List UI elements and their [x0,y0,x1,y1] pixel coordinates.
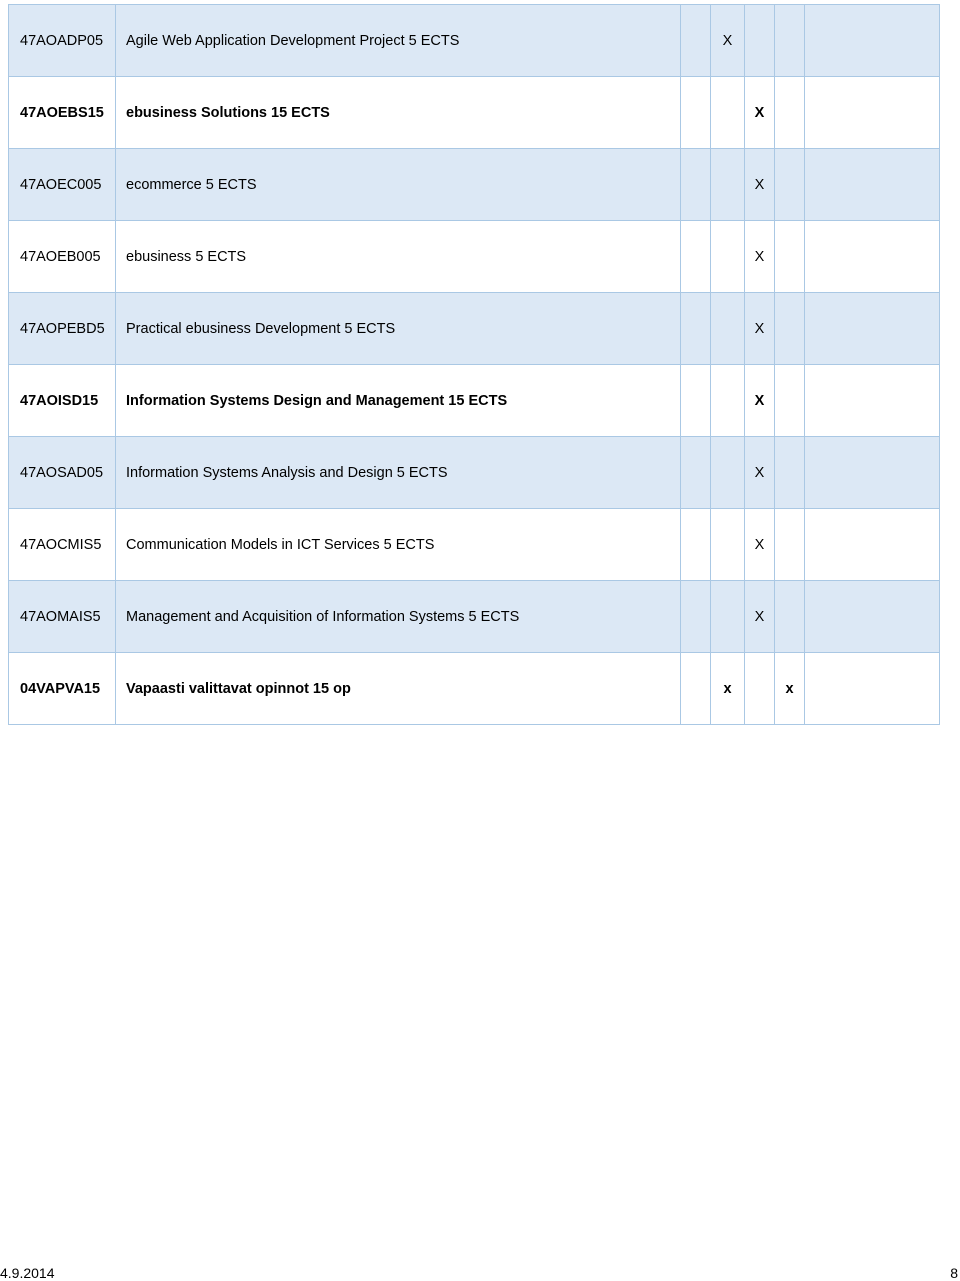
mark-cell: X [711,5,745,77]
course-code: 47AOEC005 [9,149,116,221]
course-code: 47AOEBS15 [9,77,116,149]
course-name: Vapaasti valittavat opinnot 15 op [116,653,681,725]
table-row [9,221,940,293]
course-code: 47AOPEBD5 [9,293,116,365]
course-name: Practical ebusiness Development 5 ECTS [116,293,681,365]
mark-cell [711,149,745,221]
mark-cell [711,293,745,365]
mark-cell [775,293,805,365]
mark-cell [681,221,711,293]
course-code: 04VAPVA15 [9,653,116,725]
footer-date: 4.9.2014 [0,1265,55,1281]
page-number: 8 [950,1265,958,1281]
mark-cell [775,509,805,581]
course-name: Information Systems Design and Management 15 ECTS [116,365,681,437]
mark-cell [711,365,745,437]
course-code: 47AOMAIS5 [9,581,116,653]
mark-cell: X [745,365,775,437]
course-code: 47AOEB005 [9,221,116,293]
mark-cell: X [745,149,775,221]
course-name: Communication Models in ICT Services 5 ECTS [116,509,681,581]
mark-cell [805,5,940,77]
table-row [9,293,940,365]
mark-cell [681,509,711,581]
mark-cell: X [745,581,775,653]
course-name: ecommerce 5 ECTS [116,149,681,221]
mark-cell [805,581,940,653]
mark-cell [681,5,711,77]
course-name: Agile Web Application Development Project 5 ECTS [116,5,681,77]
mark-cell [745,653,775,725]
mark-cell [711,221,745,293]
mark-cell [775,365,805,437]
mark-cell: x [775,653,805,725]
mark-cell [681,77,711,149]
mark-cell [681,293,711,365]
table-row [9,437,940,509]
course-table [8,4,940,725]
mark-cell [805,293,940,365]
mark-cell [775,77,805,149]
table-row [9,5,940,77]
course-name: Information Systems Analysis and Design 5 ECTS [116,437,681,509]
mark-cell [711,509,745,581]
mark-cell [805,437,940,509]
course-name: Management and Acquisition of Information Systems 5 ECTS [116,581,681,653]
mark-cell [711,437,745,509]
mark-cell [775,149,805,221]
mark-cell: X [745,77,775,149]
mark-cell: x [711,653,745,725]
mark-cell [775,5,805,77]
table-row [9,149,940,221]
mark-cell [745,5,775,77]
table-row [9,509,940,581]
mark-cell [775,437,805,509]
course-name: ebusiness 5 ECTS [116,221,681,293]
mark-cell [681,149,711,221]
mark-cell [805,653,940,725]
mark-cell [681,581,711,653]
mark-cell [711,77,745,149]
mark-cell [805,149,940,221]
mark-cell [775,581,805,653]
table-row [9,77,940,149]
mark-cell: X [745,509,775,581]
course-code: 47AOCMIS5 [9,509,116,581]
mark-cell [805,221,940,293]
table-row [9,365,940,437]
mark-cell [805,77,940,149]
mark-cell [681,653,711,725]
course-code: 47AOADP05 [9,5,116,77]
course-name: ebusiness Solutions 15 ECTS [116,77,681,149]
mark-cell: X [745,293,775,365]
course-code: 47AOSAD05 [9,437,116,509]
mark-cell [805,365,940,437]
mark-cell: X [745,437,775,509]
table-row [9,653,940,725]
mark-cell [805,509,940,581]
mark-cell [681,437,711,509]
course-table-body [9,5,940,725]
mark-cell [711,581,745,653]
course-code: 47AOISD15 [9,365,116,437]
mark-cell [775,221,805,293]
mark-cell: X [745,221,775,293]
table-row [9,581,940,653]
mark-cell [681,365,711,437]
